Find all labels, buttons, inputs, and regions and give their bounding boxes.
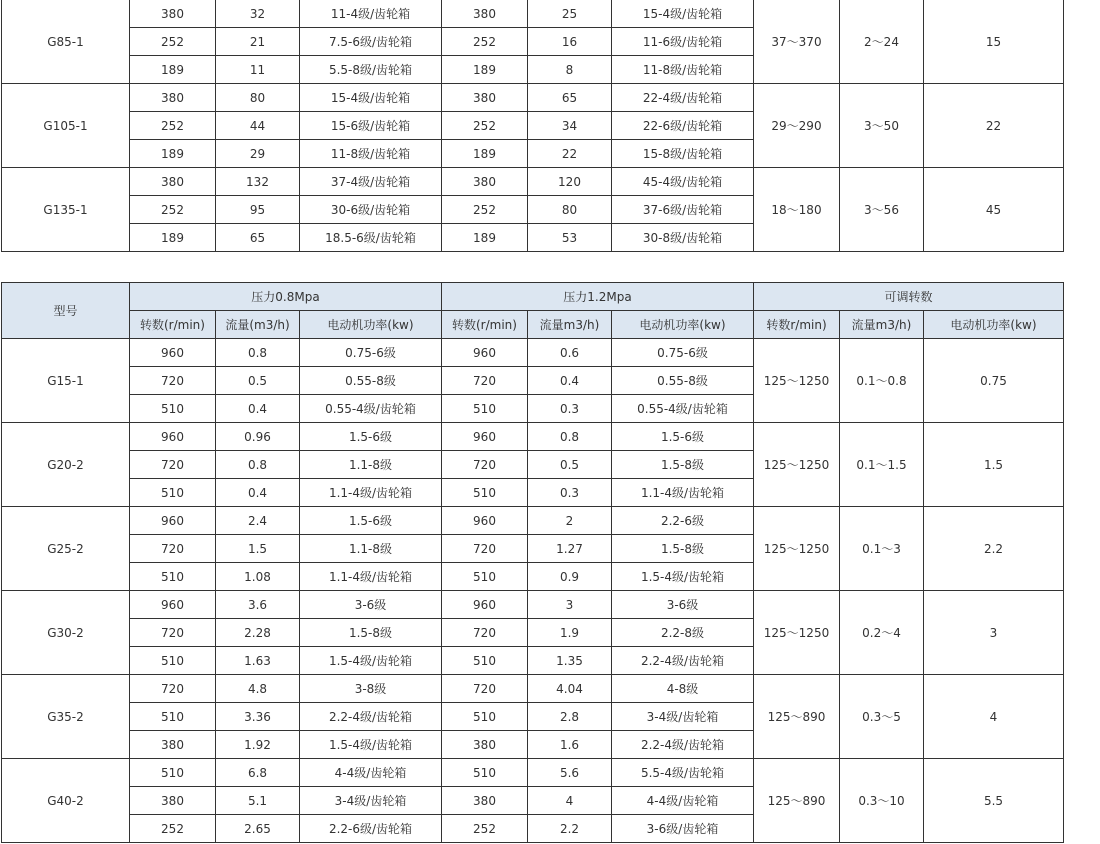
adjustable-speed-cell: 18～180	[754, 168, 840, 252]
motor-power-cell: 0.55-4级/齿轮箱	[612, 395, 754, 423]
flow-cell: 25	[528, 0, 612, 28]
motor-power-cell: 0.55-8级	[612, 367, 754, 395]
header-flow: 流量(m3/h)	[216, 311, 300, 339]
speed-cell: 252	[442, 815, 528, 843]
motor-power-cell: 1.5-4级/齿轮箱	[300, 731, 442, 759]
speed-cell: 252	[442, 112, 528, 140]
table-row	[2, 759, 1064, 787]
speed-cell: 189	[442, 56, 528, 84]
motor-power-cell: 1.5-6级	[300, 423, 442, 451]
motor-power-cell: 3-6级	[300, 591, 442, 619]
motor-power-cell: 7.5-6级/齿轮箱	[300, 28, 442, 56]
flow-cell: 5.1	[216, 787, 300, 815]
table-row	[2, 423, 1064, 451]
speed-cell: 189	[442, 224, 528, 252]
flow-cell: 1.5	[216, 535, 300, 563]
motor-power-cell: 1.5-6级	[612, 423, 754, 451]
flow-cell: 4.8	[216, 675, 300, 703]
motor-power-cell: 1.1-4级/齿轮箱	[612, 479, 754, 507]
speed-cell: 720	[130, 451, 216, 479]
header-speed: 转数r/min)	[754, 311, 840, 339]
adjustable-flow-cell: 3～50	[840, 84, 924, 168]
table-row	[2, 591, 1064, 619]
speed-cell: 720	[442, 619, 528, 647]
motor-power-cell: 2.2-4级/齿轮箱	[300, 703, 442, 731]
motor-power-cell: 1.5-6级	[300, 507, 442, 535]
speed-cell: 960	[130, 591, 216, 619]
speed-cell: 960	[130, 339, 216, 367]
flow-cell: 0.8	[528, 423, 612, 451]
speed-cell: 510	[442, 703, 528, 731]
speed-cell: 720	[130, 367, 216, 395]
speed-cell: 720	[442, 367, 528, 395]
speed-cell: 510	[442, 479, 528, 507]
flow-cell: 44	[216, 112, 300, 140]
adjustable-flow-cell: 0.1～0.8	[840, 339, 924, 423]
table-row	[2, 0, 1064, 28]
flow-cell: 1.9	[528, 619, 612, 647]
motor-power-cell: 45-4级/齿轮箱	[612, 168, 754, 196]
flow-cell: 0.5	[216, 367, 300, 395]
flow-cell: 2.2	[528, 815, 612, 843]
speed-cell: 252	[442, 196, 528, 224]
flow-cell: 0.4	[216, 479, 300, 507]
motor-power-cell: 4-4级/齿轮箱	[300, 759, 442, 787]
speed-cell: 380	[442, 787, 528, 815]
speed-cell: 960	[442, 591, 528, 619]
motor-power-cell: 3-6级	[612, 591, 754, 619]
flow-cell: 5.6	[528, 759, 612, 787]
adjustable-power-cell: 15	[924, 0, 1064, 84]
flow-cell: 0.4	[528, 367, 612, 395]
model-cell: G40-2	[2, 759, 130, 843]
speed-cell: 510	[130, 703, 216, 731]
header-pressure-1-2: 压力1.2Mpa	[442, 283, 754, 311]
adjustable-power-cell: 0.75	[924, 339, 1064, 423]
adjustable-flow-cell: 2～24	[840, 0, 924, 84]
adjustable-flow-cell: 0.3～10	[840, 759, 924, 843]
adjustable-power-cell: 45	[924, 168, 1064, 252]
flow-cell: 22	[528, 140, 612, 168]
motor-power-cell: 3-4级/齿轮箱	[612, 703, 754, 731]
adjustable-power-cell: 5.5	[924, 759, 1064, 843]
speed-cell: 252	[130, 196, 216, 224]
motor-power-cell: 0.55-4级/齿轮箱	[300, 395, 442, 423]
flow-cell: 2.4	[216, 507, 300, 535]
motor-power-cell: 5.5-8级/齿轮箱	[300, 56, 442, 84]
speed-cell: 720	[442, 675, 528, 703]
motor-power-cell: 15-6级/齿轮箱	[300, 112, 442, 140]
speed-cell: 380	[442, 0, 528, 28]
speed-cell: 720	[130, 535, 216, 563]
model-cell: G105-1	[2, 84, 130, 168]
flow-cell: 1.08	[216, 563, 300, 591]
motor-power-cell: 2.2-4级/齿轮箱	[612, 647, 754, 675]
speed-cell: 720	[130, 675, 216, 703]
flow-cell: 95	[216, 196, 300, 224]
model-cell: G35-2	[2, 675, 130, 759]
flow-cell: 16	[528, 28, 612, 56]
motor-power-cell: 2.2-6级/齿轮箱	[300, 815, 442, 843]
motor-power-cell: 0.75-6级	[612, 339, 754, 367]
adjustable-power-cell: 3	[924, 591, 1064, 675]
flow-cell: 0.5	[528, 451, 612, 479]
flow-cell: 80	[528, 196, 612, 224]
speed-cell: 189	[442, 140, 528, 168]
adjustable-power-cell: 1.5	[924, 423, 1064, 507]
speed-cell: 189	[130, 224, 216, 252]
motor-power-cell: 2.2-8级	[612, 619, 754, 647]
flow-cell: 80	[216, 84, 300, 112]
flow-cell: 0.96	[216, 423, 300, 451]
speed-cell: 380	[442, 731, 528, 759]
flow-cell: 53	[528, 224, 612, 252]
header-motor-power: 电动机功率(kw)	[612, 311, 754, 339]
speed-cell: 510	[130, 759, 216, 787]
model-cell: G15-1	[2, 339, 130, 423]
model-cell: G25-2	[2, 507, 130, 591]
table-row	[2, 507, 1064, 535]
speed-cell: 510	[130, 563, 216, 591]
speed-cell: 252	[130, 815, 216, 843]
header-flow: 流量m3/h)	[840, 311, 924, 339]
header-motor-power: 电动机功率(kw)	[924, 311, 1064, 339]
motor-power-cell: 15-4级/齿轮箱	[300, 84, 442, 112]
adjustable-flow-cell: 0.3～5	[840, 675, 924, 759]
header-speed: 转数(r/min)	[442, 311, 528, 339]
flow-cell: 0.4	[216, 395, 300, 423]
flow-cell: 0.9	[528, 563, 612, 591]
header-pressure-0-8: 压力0.8Mpa	[130, 283, 442, 311]
flow-cell: 4.04	[528, 675, 612, 703]
model-cell: G135-1	[2, 168, 130, 252]
speed-cell: 189	[130, 140, 216, 168]
motor-power-cell: 3-8级	[300, 675, 442, 703]
flow-cell: 11	[216, 56, 300, 84]
model-cell: G30-2	[2, 591, 130, 675]
header-model: 型号	[2, 283, 130, 339]
table-row	[2, 84, 1064, 112]
motor-power-cell: 0.55-8级	[300, 367, 442, 395]
speed-cell: 252	[442, 28, 528, 56]
motor-power-cell: 11-8级/齿轮箱	[612, 56, 754, 84]
flow-cell: 3.36	[216, 703, 300, 731]
model-cell: G20-2	[2, 423, 130, 507]
motor-power-cell: 30-8级/齿轮箱	[612, 224, 754, 252]
speed-cell: 960	[442, 339, 528, 367]
motor-power-cell: 3-4级/齿轮箱	[300, 787, 442, 815]
spec-table-header	[2, 283, 1064, 339]
table-row	[2, 339, 1064, 367]
flow-cell: 2.65	[216, 815, 300, 843]
speed-cell: 380	[130, 0, 216, 28]
motor-power-cell: 3-6级/齿轮箱	[612, 815, 754, 843]
adjustable-speed-cell: 125～890	[754, 759, 840, 843]
motor-power-cell: 11-6级/齿轮箱	[612, 28, 754, 56]
flow-cell: 3.6	[216, 591, 300, 619]
speed-cell: 510	[442, 759, 528, 787]
motor-power-cell: 5.5-4级/齿轮箱	[612, 759, 754, 787]
model-cell: G85-1	[2, 0, 130, 84]
motor-power-cell: 1.1-4级/齿轮箱	[300, 563, 442, 591]
speed-cell: 960	[442, 423, 528, 451]
motor-power-cell: 2.2-4级/齿轮箱	[612, 731, 754, 759]
adjustable-flow-cell: 0.1～1.5	[840, 423, 924, 507]
motor-power-cell: 1.5-4级/齿轮箱	[300, 647, 442, 675]
motor-power-cell: 11-8级/齿轮箱	[300, 140, 442, 168]
adjustable-speed-cell: 125～1250	[754, 339, 840, 423]
speed-cell: 960	[442, 507, 528, 535]
flow-cell: 0.3	[528, 395, 612, 423]
header-speed: 转数(r/min)	[130, 311, 216, 339]
motor-power-cell: 2.2-6级	[612, 507, 754, 535]
flow-cell: 1.92	[216, 731, 300, 759]
motor-power-cell: 15-4级/齿轮箱	[612, 0, 754, 28]
header-motor-power: 电动机功率(kw)	[300, 311, 442, 339]
adjustable-speed-cell: 125～1250	[754, 591, 840, 675]
motor-power-cell: 1.1-8级	[300, 451, 442, 479]
adjustable-flow-cell: 3～56	[840, 168, 924, 252]
adjustable-power-cell: 22	[924, 84, 1064, 168]
motor-power-cell: 22-6级/齿轮箱	[612, 112, 754, 140]
flow-cell: 1.63	[216, 647, 300, 675]
speed-cell: 510	[442, 395, 528, 423]
adjustable-power-cell: 2.2	[924, 507, 1064, 591]
speed-cell: 380	[130, 84, 216, 112]
motor-power-cell: 37-6级/齿轮箱	[612, 196, 754, 224]
speed-cell: 252	[130, 28, 216, 56]
flow-cell: 0.3	[528, 479, 612, 507]
motor-power-cell: 1.5-8级	[612, 451, 754, 479]
motor-power-cell: 0.75-6级	[300, 339, 442, 367]
motor-power-cell: 1.5-4级/齿轮箱	[612, 563, 754, 591]
flow-cell: 120	[528, 168, 612, 196]
speed-cell: 510	[130, 479, 216, 507]
flow-cell: 32	[216, 0, 300, 28]
header-row-columns	[2, 311, 1064, 339]
flow-cell: 1.35	[528, 647, 612, 675]
motor-power-cell: 37-4级/齿轮箱	[300, 168, 442, 196]
speed-cell: 380	[130, 731, 216, 759]
flow-cell: 2.8	[528, 703, 612, 731]
adjustable-speed-cell: 125～1250	[754, 507, 840, 591]
speed-cell: 720	[442, 451, 528, 479]
motor-power-cell: 11-4级/齿轮箱	[300, 0, 442, 28]
speed-cell: 720	[130, 619, 216, 647]
flow-cell: 1.6	[528, 731, 612, 759]
speed-cell: 380	[130, 168, 216, 196]
speed-cell: 510	[442, 563, 528, 591]
speed-cell: 720	[442, 535, 528, 563]
speed-cell: 510	[130, 647, 216, 675]
flow-cell: 0.8	[216, 339, 300, 367]
speed-cell: 960	[130, 423, 216, 451]
flow-cell: 3	[528, 591, 612, 619]
adjustable-flow-cell: 0.2～4	[840, 591, 924, 675]
flow-cell: 2.28	[216, 619, 300, 647]
motor-power-cell: 1.5-8级	[612, 535, 754, 563]
motor-power-cell: 4-8级	[612, 675, 754, 703]
spec-table-body	[2, 339, 1064, 843]
speed-cell: 252	[130, 112, 216, 140]
header-adjustable-speed: 可调转数	[754, 283, 1064, 311]
table-row	[2, 168, 1064, 196]
header-row-groups	[2, 283, 1064, 311]
spec-table	[1, 282, 1064, 843]
flow-cell: 34	[528, 112, 612, 140]
adjustable-speed-cell: 125～1250	[754, 423, 840, 507]
speed-cell: 380	[130, 787, 216, 815]
adjustable-power-cell: 4	[924, 675, 1064, 759]
flow-cell: 8	[528, 56, 612, 84]
flow-cell: 65	[216, 224, 300, 252]
motor-power-cell: 30-6级/齿轮箱	[300, 196, 442, 224]
adjustable-speed-cell: 125～890	[754, 675, 840, 759]
speed-cell: 960	[130, 507, 216, 535]
header-flow: 流量m3/h)	[528, 311, 612, 339]
speed-cell: 510	[130, 395, 216, 423]
speed-cell: 380	[442, 84, 528, 112]
motor-power-cell: 18.5-6级/齿轮箱	[300, 224, 442, 252]
flow-cell: 2	[528, 507, 612, 535]
spec-table-continued-body	[2, 0, 1064, 252]
motor-power-cell: 1.1-8级	[300, 535, 442, 563]
flow-cell: 0.8	[216, 451, 300, 479]
flow-cell: 65	[528, 84, 612, 112]
motor-power-cell: 15-8级/齿轮箱	[612, 140, 754, 168]
flow-cell: 4	[528, 787, 612, 815]
adjustable-flow-cell: 0.1～3	[840, 507, 924, 591]
adjustable-speed-cell: 37～370	[754, 0, 840, 84]
speed-cell: 189	[130, 56, 216, 84]
flow-cell: 29	[216, 140, 300, 168]
spec-table-continued	[1, 0, 1064, 252]
adjustable-speed-cell: 29～290	[754, 84, 840, 168]
flow-cell: 0.6	[528, 339, 612, 367]
flow-cell: 6.8	[216, 759, 300, 787]
motor-power-cell: 4-4级/齿轮箱	[612, 787, 754, 815]
motor-power-cell: 1.5-8级	[300, 619, 442, 647]
motor-power-cell: 1.1-4级/齿轮箱	[300, 479, 442, 507]
speed-cell: 380	[442, 168, 528, 196]
speed-cell: 510	[442, 647, 528, 675]
flow-cell: 1.27	[528, 535, 612, 563]
flow-cell: 21	[216, 28, 300, 56]
flow-cell: 132	[216, 168, 300, 196]
motor-power-cell: 22-4级/齿轮箱	[612, 84, 754, 112]
table-row	[2, 675, 1064, 703]
